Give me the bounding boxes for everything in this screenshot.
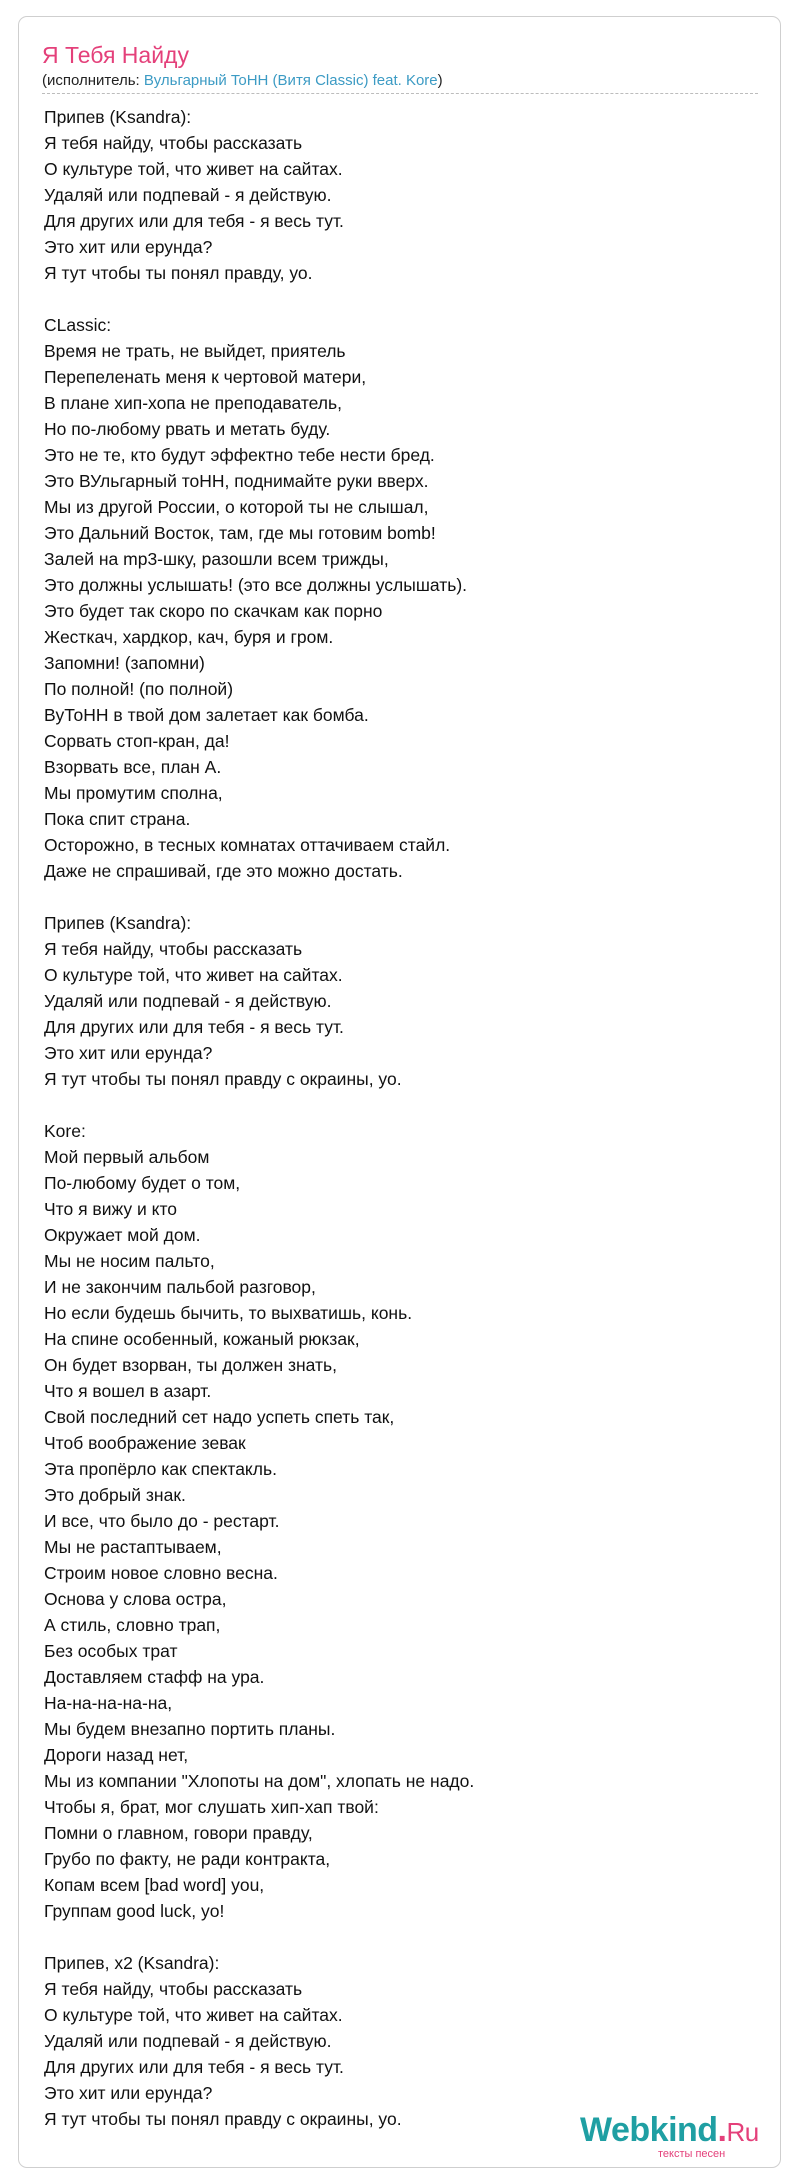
lyric-line: Это Дальний Восток, там, где мы готовим bomb! — [44, 523, 436, 543]
artist-prefix: (исполнитель: — [42, 72, 144, 89]
lyric-line: Я тебя найду, чтобы рассказать — [44, 939, 303, 959]
lyric-line: Жесткач, хардкор, кач, буря и гром. — [44, 627, 334, 647]
lyric-line: Чтоб воображение зевак — [44, 1433, 246, 1453]
lyric-line: Это не те, кто будут эффектно тебе нести бред. — [44, 445, 435, 465]
lyric-line: Это добрый знак. — [44, 1485, 186, 1505]
song-title: Я Тебя Найду — [42, 42, 189, 68]
lyric-line: О культуре той, что живет на сайтах. — [44, 965, 343, 985]
lyric-line: На спине особенный, кожаный рюкзак, — [44, 1329, 360, 1349]
lyric-line: Удаляй или подпевай - я действую. — [44, 185, 332, 205]
lyric-line: Окружает мой дом. — [44, 1225, 201, 1245]
lyric-line: Свой последний сет надо успеть спеть так, — [44, 1407, 395, 1427]
lyrics-stanza — [44, 1118, 744, 1924]
lyric-line: Мы не носим пальто, — [44, 1251, 215, 1271]
lyric-line: Даже не спрашивай, где это можно достать. — [44, 861, 403, 881]
lyric-line: Это будет так скоро по скачкам как порно — [44, 601, 383, 621]
lyric-line: Мы будем внезапно портить планы. — [44, 1719, 336, 1739]
lyric-line: Припев (Ksandra): — [44, 913, 192, 933]
lyric-line: ВуТоНН в твой дом залетает как бомба. — [44, 705, 369, 725]
lyric-line: Это ВУльгарный тоНН, поднимайте руки вверх. — [44, 471, 429, 491]
artist-line — [42, 72, 443, 90]
lyric-line: Я тут чтобы ты понял правду, уо. — [44, 263, 313, 283]
lyric-line: Он будет взорван, ты должен знать, — [44, 1355, 338, 1375]
lyric-line: Что я вошел в азарт. — [44, 1381, 212, 1401]
lyric-line: Взорвать все, план А. — [44, 757, 222, 777]
logo-name: Webkind — [580, 2111, 718, 2149]
lyrics-stanza — [44, 910, 744, 1092]
lyric-line: Для других или для тебя - я весь тут. — [44, 211, 344, 231]
lyric-line: Удаляй или подпевай - я действую. — [44, 991, 332, 1011]
lyric-line: Мы не растаптываем, — [44, 1537, 222, 1557]
logo-wordmark — [580, 2110, 759, 2152]
header-divider — [42, 93, 758, 94]
artist-suffix: ) — [437, 72, 443, 89]
lyric-line: Без особых трат — [44, 1641, 178, 1661]
lyric-line: Пока спит страна. — [44, 809, 191, 829]
lyric-line: Помни о главном, говори правду, — [44, 1823, 313, 1843]
lyric-line: Мой первый альбом — [44, 1147, 210, 1167]
lyric-line: О культуре той, что живет на сайтах. — [44, 2005, 343, 2025]
lyrics-stanza — [44, 1950, 744, 2132]
logo-tagline: тексты песен — [658, 2148, 726, 2160]
lyric-line: Припев (Ksandra): — [44, 107, 192, 127]
lyric-line: Чтобы я, брат, мог слушать хип-хап твой: — [44, 1797, 379, 1817]
lyric-line: По полной! (по полной) — [44, 679, 234, 699]
lyric-line: И не закончим пальбой разговор, — [44, 1277, 316, 1297]
lyric-line: А стиль, словно трап, — [44, 1615, 221, 1635]
lyrics-stanza — [44, 312, 744, 884]
logo-tld: Ru — [726, 2117, 759, 2147]
lyric-line: По-любому будет о том, — [44, 1173, 241, 1193]
lyric-line: Это хит или ерунда? — [44, 2083, 213, 2103]
lyrics-text — [44, 104, 744, 2158]
site-logo[interactable] — [580, 2110, 770, 2168]
lyric-line: Я тебя найду, чтобы рассказать — [44, 1979, 303, 1999]
lyric-line: CLassic: — [44, 315, 112, 335]
lyric-line: Но если будешь бычить, то выхватишь, конь. — [44, 1303, 413, 1323]
logo-dot: . — [717, 2111, 727, 2149]
lyric-line: Перепеленать меня к чертовой матери, — [44, 367, 367, 387]
lyric-line: Это должны услышать! (это все должны услышать). — [44, 575, 468, 595]
lyric-line: Я тут чтобы ты понял правду с окраины, уо. — [44, 1069, 402, 1089]
lyric-line: Kore: — [44, 1121, 86, 1141]
lyric-line: На-на-на-на-на, — [44, 1693, 173, 1713]
lyric-line: Припев, x2 (Ksandra): — [44, 1953, 220, 1973]
artist-link[interactable]: Вульгарный ToНН (Витя Classic) feat. Kore — [143, 72, 438, 89]
lyric-line: Осторожно, в тесных комнатах оттачиваем стайл. — [44, 835, 451, 855]
lyric-line: Доставляем стафф на ура. — [44, 1667, 265, 1687]
lyric-line: Группам good luck, yo! — [44, 1901, 225, 1921]
lyric-line: О культуре той, что живет на сайтах. — [44, 159, 343, 179]
lyric-line: Я тут чтобы ты понял правду с окраины, уо. — [44, 2109, 402, 2129]
lyric-line: Мы промутим сполна, — [44, 783, 223, 803]
lyric-line: Запомни! (запомни) — [44, 653, 205, 673]
lyric-line: Но по-любому рвать и метать буду. — [44, 419, 331, 439]
lyric-line: В плане хип-хопа не преподаватель, — [44, 393, 342, 413]
lyric-line: Что я вижу и кто — [44, 1199, 178, 1219]
lyric-line: Время не трать, не выйдет, приятель — [44, 341, 346, 361]
lyric-line: Грубо по факту, не ради контракта, — [44, 1849, 331, 1869]
lyric-line: Это хит или ерунда? — [44, 1043, 213, 1063]
lyric-line: Залей на mp3-шку, разошли всем трижды, — [44, 549, 389, 569]
lyric-line: Сорвать стоп-кран, да! — [44, 731, 230, 751]
lyric-line: Эта пропёрло как спектакль. — [44, 1459, 277, 1479]
lyric-line: Мы из другой России, о которой ты не слышал, — [44, 497, 429, 517]
lyric-line: Удаляй или подпевай - я действую. — [44, 2031, 332, 2051]
lyric-line: Для других или для тебя - я весь тут. — [44, 2057, 344, 2077]
lyric-line: Строим новое словно весна. — [44, 1563, 278, 1583]
lyric-line: Это хит или ерунда? — [44, 237, 213, 257]
lyric-line: Я тебя найду, чтобы рассказать — [44, 133, 303, 153]
lyric-line: Копам всем [bad word] you, — [44, 1875, 265, 1895]
lyric-line: Основа у слова остра, — [44, 1589, 227, 1609]
lyric-line: Для других или для тебя - я весь тут. — [44, 1017, 344, 1037]
lyric-line: Дороги назад нет, — [44, 1745, 189, 1765]
lyric-line: Мы из компании "Хлопоты на дом", хлопать не надо. — [44, 1771, 475, 1791]
lyrics-stanza — [44, 104, 744, 286]
lyric-line: И все, что было до - рестарт. — [44, 1511, 280, 1531]
